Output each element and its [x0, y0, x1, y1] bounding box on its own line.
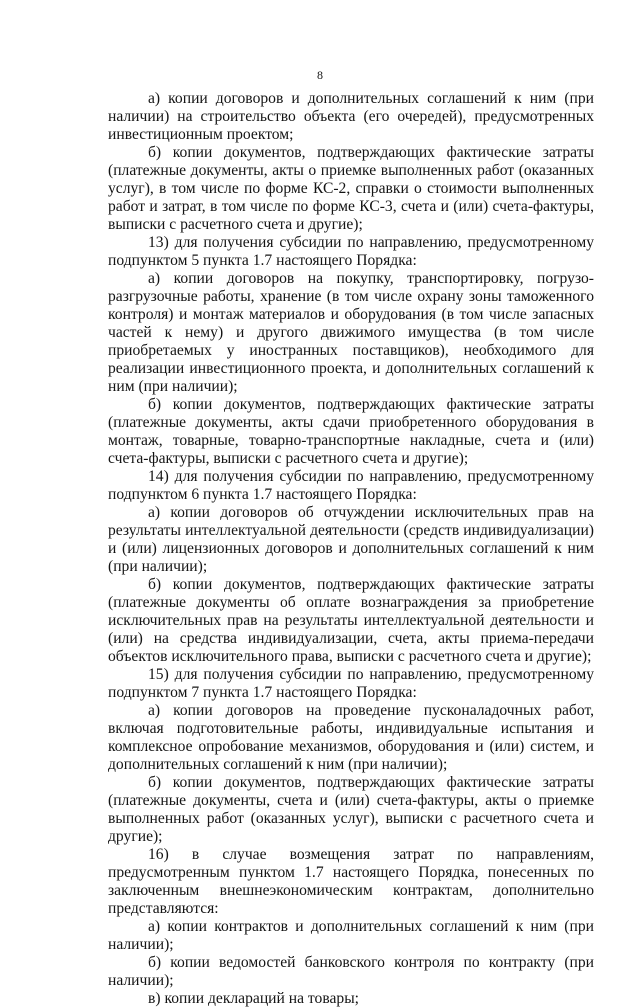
paragraph-15-a: а) копии договоров на проведение пусконаладочных работ, включая подготовительные работы, индивидуальные испытания и комплексное опробование механизмов, оборудования и (или) систем, и дополнительных соглашений к ним (при наличии);	[108, 702, 594, 773]
page-number: 8	[317, 68, 323, 82]
paragraph-13-a: а) копии договоров на покупку, транспортировку, погрузо-разгрузочные работы, хранение (в том числе охрану зоны таможенного контроля) и монтаж материалов и оборудования (в том числе запасных частей к нему) и другого движимого имущества (в том числе приобретаемых у иностранных поставщиков), необходимого для реализации инвестиционного проекта, и дополнительных соглашений к ним (при наличии);	[108, 270, 594, 395]
paragraph-13-b: б) копии документов, подтверждающих фактические затраты (платежные документы, акты сдачи приобретенного оборудования в монтаж, товарные, товарно-транспортные накладные, счета и (или) счета-фактуры, выписки с расчетного счета и другие);	[108, 396, 594, 467]
document-body	[108, 90, 594, 1008]
paragraph-16: 16) в случае возмещения затрат по направлениям, предусмотренным пунктом 1.7 настоящего Порядка, понесенных по заключенным внешнеэкономическим контрактам, дополнительно представляются:	[108, 846, 594, 917]
paragraph-16-b: б) копии ведомостей банковского контроля по контракту (при наличии);	[108, 954, 594, 989]
paragraph-16-c: в) копии деклараций на товары;	[148, 990, 360, 1007]
paragraph-15-b: б) копии документов, подтверждающих фактические затраты (платежные документы, счета и (или) счета-фактуры, акты о приемке выполненных работ (оказанных услуг), выписки с расчетного счета и другие);	[108, 774, 594, 845]
paragraph-16-a: а) копии контрактов и дополнительных соглашений к ним (при наличии);	[108, 918, 594, 953]
paragraph-15: 15) для получения субсидии по направлению, предусмотренному подпунктом 7 пункта 1.7 настоящего Порядка:	[108, 666, 594, 701]
paragraph-14: 14) для получения субсидии по направлению, предусмотренному подпунктом 6 пункта 1.7 настоящего Порядка:	[108, 468, 594, 503]
paragraph-13-a-prev: а) копии договоров и дополнительных соглашений к ним (при наличии) на строительство объекта (его очередей), предусмотренных инвестиционным проектом;	[108, 90, 594, 143]
paragraph-14-a: а) копии договоров об отчуждении исключительных прав на результаты интеллектуальной деятельности (средств индивидуализации) и (или) лицензионных договоров и дополнительных соглашений к ним (при наличии);	[108, 504, 594, 575]
paragraph-14-b: б) копии документов, подтверждающих фактические затраты (платежные документы об оплате вознаграждения за приобретение исключительных прав на результаты интеллектуальной деятельности и (или) на средства индивидуализации, счета, акты приема-передачи объектов исключительного права, выписки с расчетного счета и другие);	[108, 576, 594, 665]
paragraph-13: 13) для получения субсидии по направлению, предусмотренному подпунктом 5 пункта 1.7 настоящего Порядка:	[108, 234, 594, 269]
paragraph-b-prev: б) копии документов, подтверждающих фактические затраты (платежные документы, акты о приемке выполненных работ (оказанных услуг), в том числе по форме КС-2, справки о стоимости выполненных работ и затрат, в том числе по форме КС-3, счета и (или) счета-фактуры, выписки с расчетного счета и другие);	[108, 144, 594, 233]
